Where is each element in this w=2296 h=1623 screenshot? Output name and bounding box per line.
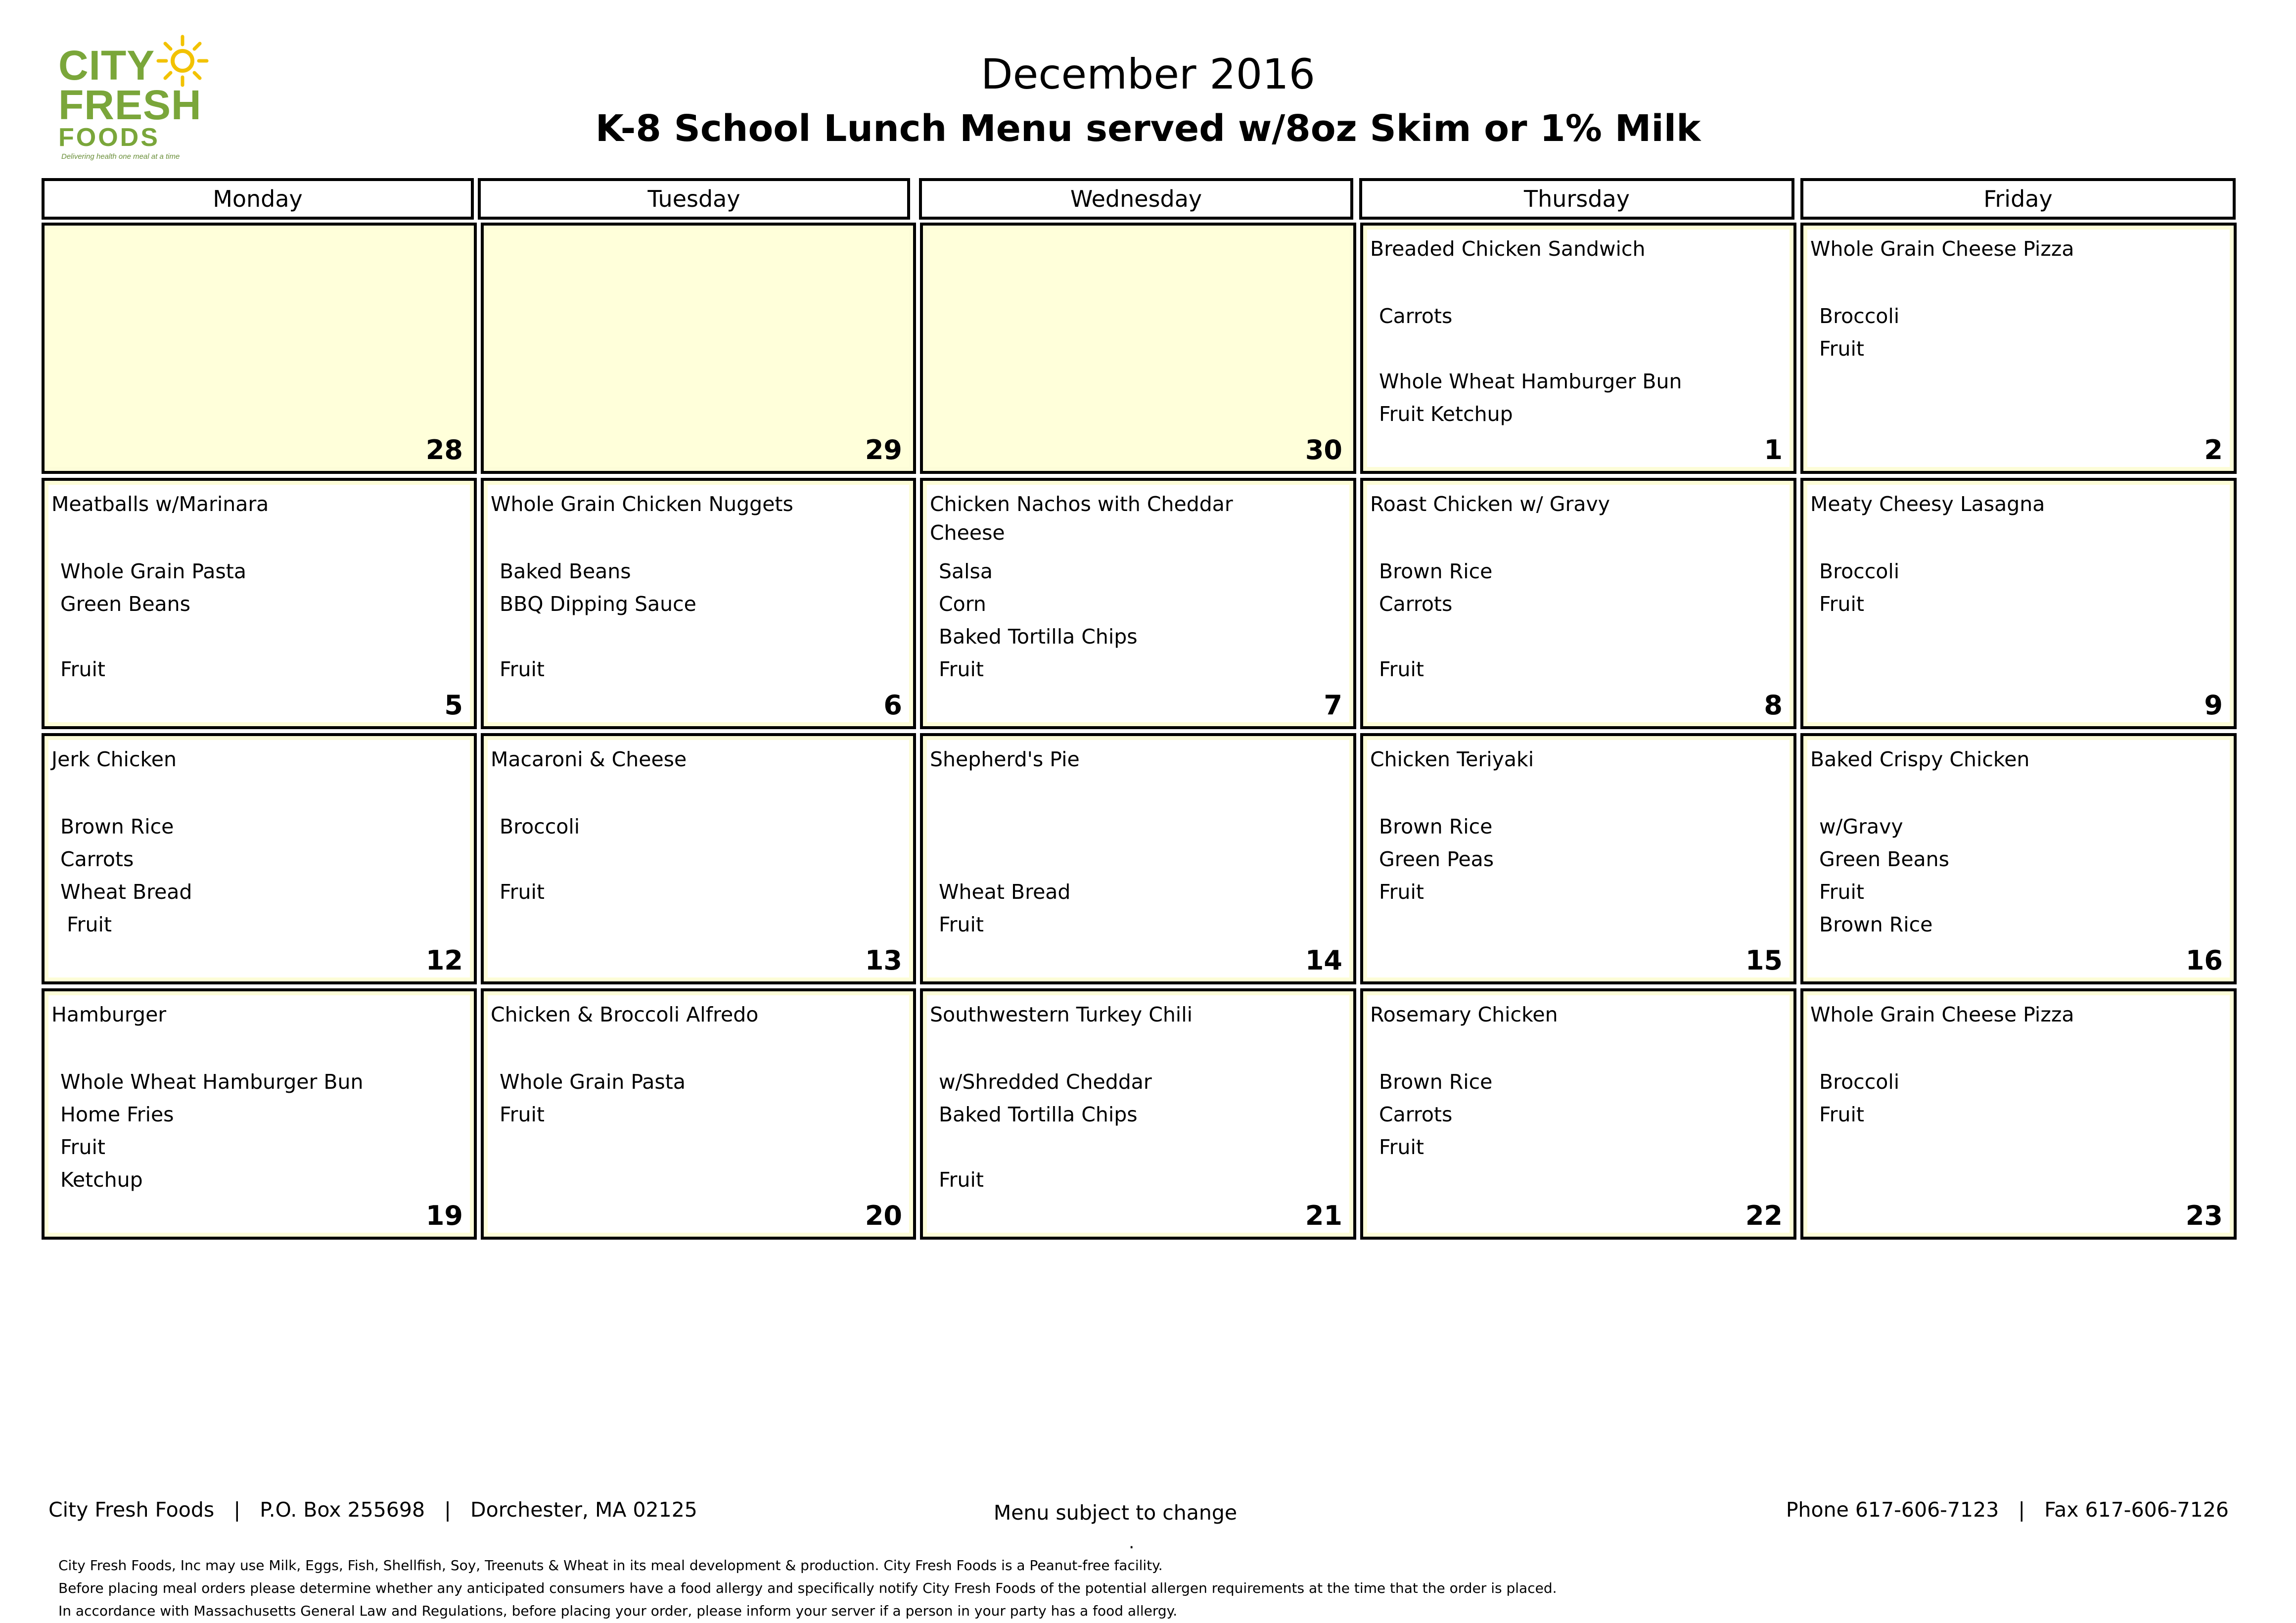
day-cell-wednesday <box>920 478 1356 729</box>
side-item: Baked Tortilla Chips <box>939 1103 1138 1126</box>
side-item: Broccoli <box>1819 304 1900 328</box>
disclaimer-line: Before placing meal orders please determine whether any anticipated consumers have a food allergy and specifically notify City Fresh Foods of the potential allergen requirements at the time that the order is placed. <box>58 1580 1557 1596</box>
day-cell-friday <box>1800 478 2237 729</box>
side-item: Fruit <box>1819 592 1864 616</box>
date-number: 5 <box>444 690 463 721</box>
day-cell-wednesday <box>920 988 1356 1240</box>
day-cell-tuesday <box>481 733 916 984</box>
date-number: 15 <box>1745 945 1783 976</box>
side-item: Green Beans <box>1819 847 1950 871</box>
day-cell-thursday <box>1360 988 1796 1240</box>
day-cell-thursday <box>1360 733 1796 984</box>
main-dish: Meatballs w/Marinara <box>51 492 269 516</box>
main-dish: Southwestern Turkey Chili <box>930 1003 1193 1026</box>
logo-foods-text: FOODS <box>58 123 160 152</box>
page-title-menu: K-8 School Lunch Menu served w/8oz Skim or 1% Milk <box>595 107 1701 150</box>
main-dish: Breaded Chicken Sandwich <box>1370 237 1646 261</box>
side-item: Ketchup <box>60 1168 143 1192</box>
day-header-thursday: Thursday <box>1359 178 1794 220</box>
side-item: Fruit <box>939 657 984 681</box>
side-item: Green Peas <box>1379 847 1494 871</box>
main-dish: Macaroni & Cheese <box>491 747 687 771</box>
side-item: w/Gravy <box>1819 815 1903 838</box>
main-dish: Meaty Cheesy Lasagna <box>1810 492 2045 516</box>
disclaimer-line: In accordance with Massachusetts General Law and Regulations, before placing your order, please inform your server if a person in your party has a food allergy. <box>58 1603 1178 1619</box>
main-dish: Rosemary Chicken <box>1370 1003 1558 1026</box>
side-item: Brown Rice <box>1379 815 1493 838</box>
main-dish-continued: Cheese <box>930 521 1005 545</box>
side-item: Fruit <box>939 913 984 936</box>
day-cell-tuesday <box>481 478 916 729</box>
date-number: 19 <box>425 1200 463 1231</box>
side-item: Fruit <box>1819 337 1864 361</box>
footer-contact: Phone 617-606-7123 | Fax 617-606-7126 <box>1786 1498 2229 1522</box>
side-item: BBQ Dipping Sauce <box>500 592 696 616</box>
side-item: Fruit <box>1379 657 1424 681</box>
day-cell-friday <box>1800 733 2237 984</box>
logo-fresh-text: FRESH <box>58 82 202 128</box>
side-item: Fruit <box>500 880 545 904</box>
date-number: 6 <box>883 690 902 721</box>
day-cell-tuesday <box>481 223 916 474</box>
main-dish: Hamburger <box>51 1003 167 1026</box>
day-cell-wednesday <box>920 733 1356 984</box>
date-number: 12 <box>425 945 463 976</box>
disclaimer-line: City Fresh Foods, Inc may use Milk, Eggs, Fish, Shellfish, Soy, Treenuts & Wheat in its meal development & production. City Fresh Foods is a Peanut-free facility. <box>58 1557 1163 1574</box>
main-dish: Whole Grain Chicken Nuggets <box>491 492 793 516</box>
side-item: Whole Grain Pasta <box>60 559 246 583</box>
side-item: Brown Rice <box>60 815 174 838</box>
main-dish: Roast Chicken w/ Gravy <box>1370 492 1610 516</box>
day-cell-wednesday <box>920 223 1356 474</box>
date-number: 29 <box>865 434 902 465</box>
side-item: Fruit <box>1819 880 1864 904</box>
date-number: 1 <box>1764 434 1783 465</box>
side-item: Fruit <box>60 913 112 936</box>
side-item: Wheat Bread <box>939 880 1071 904</box>
side-item: Carrots <box>1379 592 1453 616</box>
page-title-month: December 2016 <box>980 50 1316 98</box>
side-item: Baked Beans <box>500 559 631 583</box>
date-number: 23 <box>2185 1200 2223 1231</box>
day-cell-monday <box>42 988 477 1240</box>
main-dish: Chicken & Broccoli Alfredo <box>491 1003 759 1026</box>
date-number: 30 <box>1305 434 1342 465</box>
date-number: 8 <box>1764 690 1783 721</box>
date-number: 22 <box>1745 1200 1783 1231</box>
side-item: Broccoli <box>1819 559 1900 583</box>
logo-tagline: Delivering health one meal at a time <box>61 152 180 161</box>
side-item: Whole Wheat Hamburger Bun <box>1379 370 1682 393</box>
day-header-tuesday: Tuesday <box>478 178 910 220</box>
side-item: Fruit <box>500 1103 545 1126</box>
main-dish: Shepherd's Pie <box>930 747 1080 771</box>
side-item: Brown Rice <box>1379 559 1493 583</box>
side-item: Fruit <box>939 1168 984 1192</box>
day-cell-thursday <box>1360 478 1796 729</box>
day-cell-friday <box>1800 223 2237 474</box>
side-item: Wheat Bread <box>60 880 192 904</box>
side-item: Fruit Ketchup <box>1379 402 1513 426</box>
side-item: Carrots <box>1379 1103 1453 1126</box>
side-item: Brown Rice <box>1379 1070 1493 1094</box>
side-item: Fruit <box>1819 1103 1864 1126</box>
main-dish: Whole Grain Cheese Pizza <box>1810 237 2074 261</box>
date-number: 9 <box>2204 690 2223 721</box>
footer-dot: . <box>1129 1532 1135 1553</box>
side-item: w/Shredded Cheddar <box>939 1070 1152 1094</box>
date-number: 21 <box>1305 1200 1342 1231</box>
main-dish: Chicken Nachos with Cheddar <box>930 492 1233 516</box>
date-number: 2 <box>2204 434 2223 465</box>
side-item: Fruit <box>1379 880 1424 904</box>
side-item: Fruit <box>500 657 545 681</box>
side-item: Home Fries <box>60 1103 174 1126</box>
main-dish: Baked Crispy Chicken <box>1810 747 2030 771</box>
side-item: Salsa <box>939 559 993 583</box>
date-number: 16 <box>2185 945 2223 976</box>
footer-address: City Fresh Foods | P.O. Box 255698 | Dorchester, MA 02125 <box>48 1498 697 1522</box>
date-number: 28 <box>425 434 463 465</box>
logo-city-text: CITY <box>58 42 155 89</box>
day-cell-friday <box>1800 988 2237 1240</box>
date-number: 13 <box>865 945 902 976</box>
side-item: Broccoli <box>500 815 580 838</box>
day-cell-tuesday <box>481 988 916 1240</box>
side-item: Fruit <box>60 1135 105 1159</box>
date-number: 7 <box>1324 690 1342 721</box>
side-item: Brown Rice <box>1819 913 1933 936</box>
side-item: Whole Wheat Hamburger Bun <box>60 1070 364 1094</box>
side-item: Fruit <box>60 657 105 681</box>
main-dish: Whole Grain Cheese Pizza <box>1810 1003 2074 1026</box>
day-header-monday: Monday <box>42 178 474 220</box>
day-cell-monday <box>42 223 477 474</box>
date-number: 14 <box>1305 945 1342 976</box>
side-item: Fruit <box>1379 1135 1424 1159</box>
footer-notice: Menu subject to change <box>993 1501 1238 1525</box>
side-item: Green Beans <box>60 592 191 616</box>
side-item: Whole Grain Pasta <box>500 1070 686 1094</box>
side-item: Corn <box>939 592 986 616</box>
day-header-wednesday: Wednesday <box>919 178 1353 220</box>
day-header-friday: Friday <box>1800 178 2236 220</box>
side-item: Carrots <box>1379 304 1453 328</box>
main-dish: Chicken Teriyaki <box>1370 747 1534 771</box>
day-cell-monday <box>42 733 477 984</box>
main-dish: Jerk Chicken <box>51 747 177 771</box>
date-number: 20 <box>865 1200 902 1231</box>
day-cell-monday <box>42 478 477 729</box>
side-item: Broccoli <box>1819 1070 1900 1094</box>
side-item: Baked Tortilla Chips <box>939 625 1138 649</box>
side-item: Carrots <box>60 847 134 871</box>
day-cell-thursday <box>1360 223 1796 474</box>
